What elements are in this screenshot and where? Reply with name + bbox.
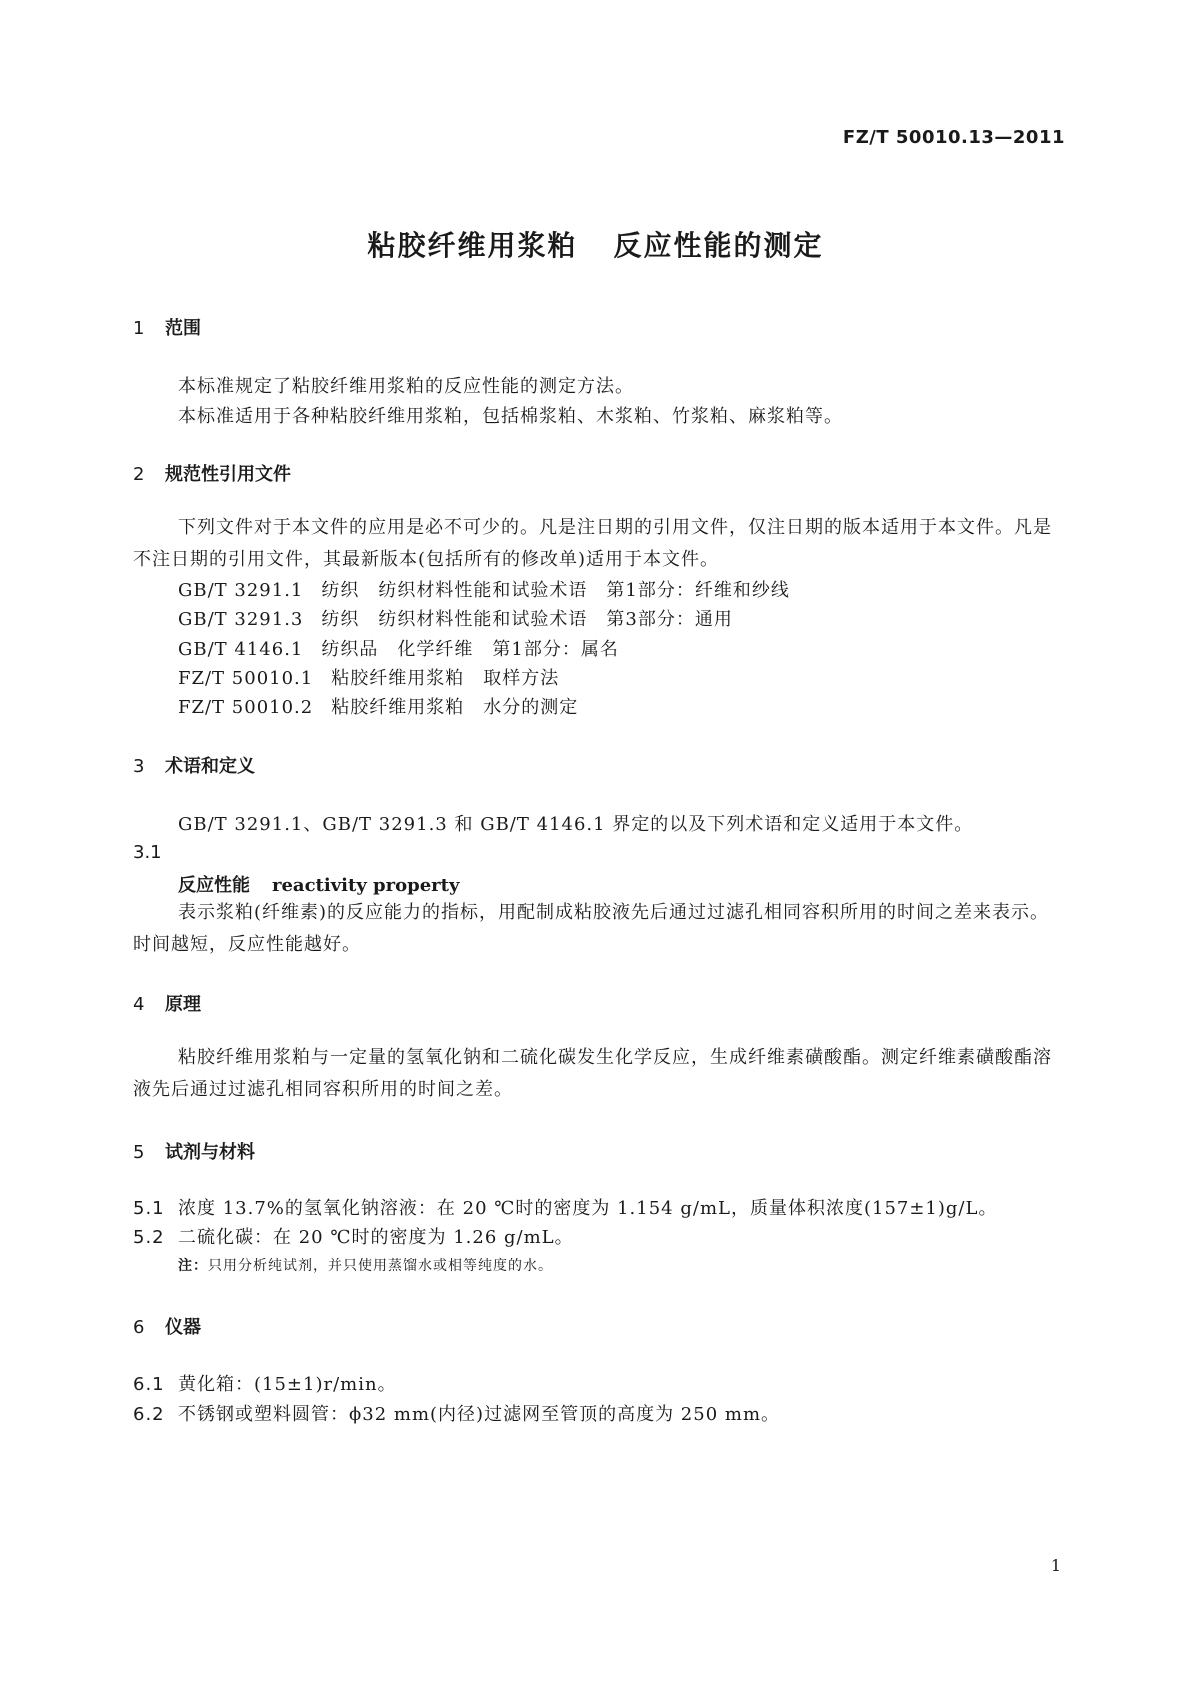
principle-paragraph: 粘胶纤维用浆粕与一定量的氢氧化钠和二硫化碳发生化学反应，生成纤维素磺酸酯。测定纤维素磺酸酯溶液先后通过过滤孔相同容积所用的时间之差。 <box>133 1047 1052 1100</box>
section-number: 4 <box>133 994 145 1015</box>
reference-title: 纺织 纺织材料性能和试验术语 第1部分：纤维和纱线 <box>321 580 790 601</box>
reference-item <box>178 605 733 631</box>
term-english: reactivity property <box>272 875 460 896</box>
apparatus-item <box>133 1370 397 1396</box>
reference-title: 粘胶纤维用浆粕 取样方法 <box>331 668 560 689</box>
reagent-item <box>133 1194 997 1220</box>
title-main: 粘胶纤维用浆粕 <box>367 229 578 262</box>
term-definition: 表示浆粕(纤维素)的反应能力的指标，用配制成粘胶液先后通过过滤孔相同容积所用的时间之差来表示。时间越短，反应性能越好。 <box>133 902 1050 955</box>
reference-title: 粘胶纤维用浆粕 水分的测定 <box>331 697 579 718</box>
item-number: 6.2 <box>133 1404 165 1425</box>
scope-paragraph-2: 本标准适用于各种粘胶纤维用浆粕，包括棉浆粕、木浆粕、竹浆粕、麻浆粕等。 <box>178 406 843 427</box>
note-label: 注： <box>178 1258 208 1274</box>
reference-item <box>178 693 578 719</box>
item-number: 6.1 <box>133 1374 165 1395</box>
scope-paragraph-1: 本标准规定了粘胶纤维用浆粕的反应性能的测定方法。 <box>178 376 634 397</box>
note-text: 只用分析纯试剂，并只使用蒸馏水或相等纯度的水。 <box>208 1258 553 1274</box>
section-title: 术语和定义 <box>165 756 255 777</box>
item-number: 5.1 <box>133 1198 165 1219</box>
apparatus-item <box>133 1400 780 1426</box>
clause-number: 3.1 <box>133 842 162 863</box>
section-4-heading <box>133 990 201 1016</box>
reference-code: FZ/T 50010.1 <box>178 668 314 689</box>
section-2-heading <box>133 460 291 486</box>
title-sub: 反应性能的测定 <box>613 229 824 262</box>
section-number: 3 <box>133 756 145 777</box>
item-text: 浓度 13.7%的氢氧化钠溶液：在 20 ℃时的密度为 1.154 g/mL，质量体积浓度(157±1)g/L。 <box>178 1198 998 1219</box>
section-number: 1 <box>133 318 145 339</box>
reference-code: FZ/T 50010.2 <box>178 697 314 718</box>
normative-references-intro: 下列文件对于本文件的应用是必不可少的。凡是注日期的引用文件，仅注日期的版本适用于本文件。凡是不注日期的引用文件，其最新版本(包括所有的修改单)适用于本文件。 <box>133 517 1052 570</box>
reference-code: GB/T 3291.3 <box>178 609 304 630</box>
section-title: 范围 <box>165 318 201 339</box>
reference-code: GB/T 3291.1 <box>178 580 304 601</box>
term-chinese: 反应性能 <box>178 875 250 896</box>
term-entry <box>178 871 459 897</box>
reference-code: GB/T 4146.1 <box>178 639 304 660</box>
reference-title: 纺织品 化学纤维 第1部分：属名 <box>321 639 619 660</box>
item-text: 不锈钢或塑料圆管：ϕ32 mm(内径)过滤网至管顶的高度为 250 mm。 <box>178 1404 781 1425</box>
section-number: 6 <box>133 1317 145 1338</box>
standard-code: FZ/T 50010.13—2011 <box>842 127 1065 148</box>
item-text: 黄化箱：(15±1)r/min。 <box>178 1374 397 1395</box>
section-number: 5 <box>133 1142 145 1163</box>
reference-item <box>178 635 619 661</box>
document-title <box>0 224 1191 264</box>
item-number: 5.2 <box>133 1227 165 1248</box>
section-title: 试剂与材料 <box>165 1142 255 1163</box>
section-number: 2 <box>133 464 145 485</box>
page-number: 1 <box>1050 1556 1061 1575</box>
section-3-heading <box>133 752 255 778</box>
section-title: 仪器 <box>165 1317 201 1338</box>
reagent-note <box>178 1255 553 1275</box>
reference-item <box>178 664 559 690</box>
reference-item <box>178 576 790 602</box>
section-6-heading <box>133 1313 201 1339</box>
item-text: 二硫化碳：在 20 ℃时的密度为 1.26 g/mL。 <box>178 1227 574 1248</box>
reagent-item <box>133 1223 574 1249</box>
section-title: 规范性引用文件 <box>165 464 291 485</box>
section-5-heading <box>133 1138 255 1164</box>
section-title: 原理 <box>165 994 201 1015</box>
reference-title: 纺织 纺织材料性能和试验术语 第3部分：通用 <box>321 609 733 630</box>
terms-intro: GB/T 3291.1、GB/T 3291.3 和 GB/T 4146.1 界定的以及下列术语和定义适用于本文件。 <box>178 814 974 835</box>
section-1-heading <box>133 314 201 340</box>
